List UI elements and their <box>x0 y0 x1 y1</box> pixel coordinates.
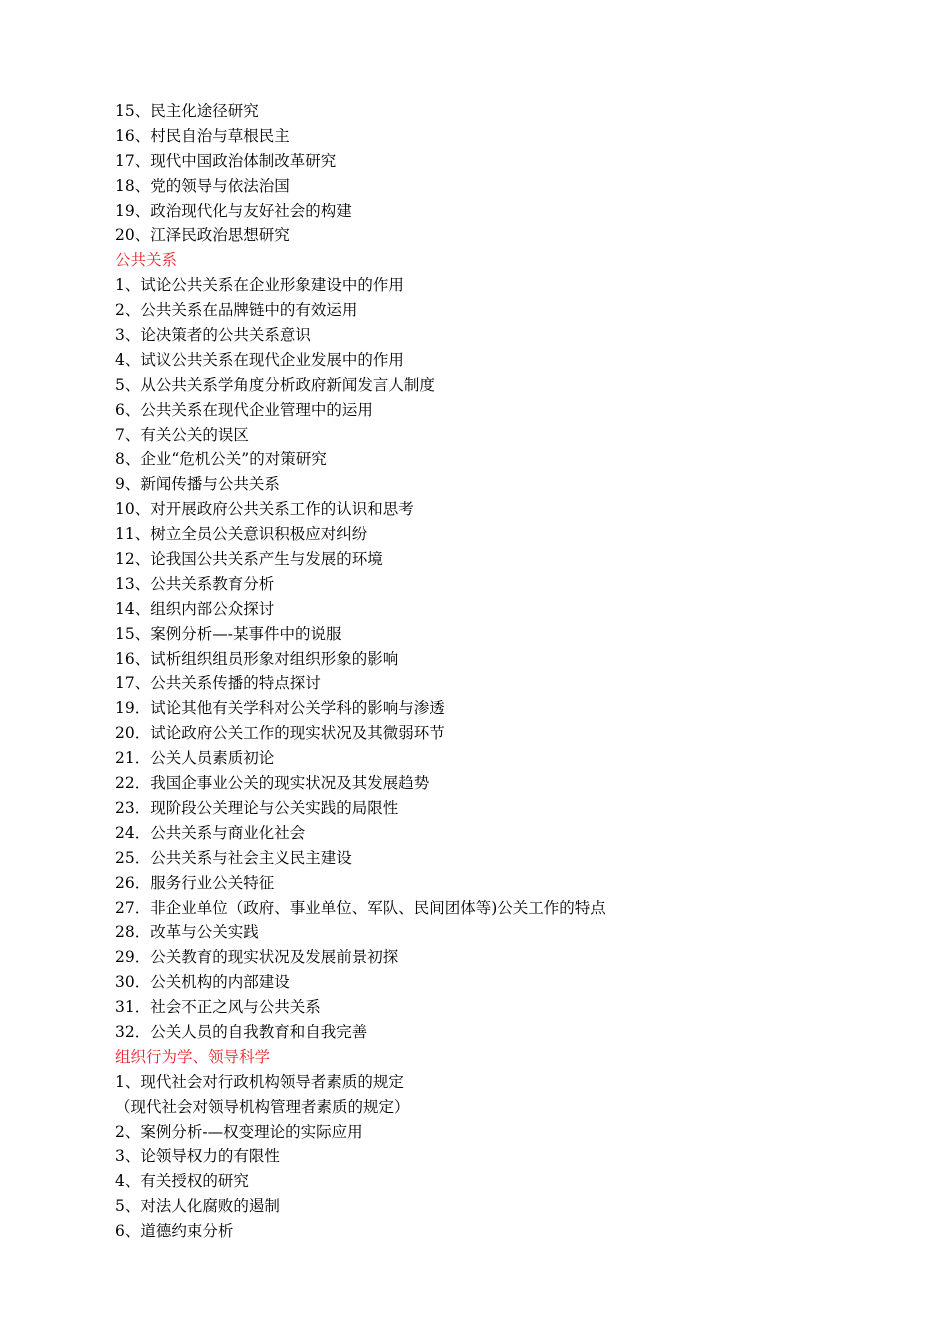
list-item: 9、新闻传播与公共关系 <box>115 475 280 494</box>
list-item: 10、对开展政府公共关系工作的认识和思考 <box>115 500 414 519</box>
section-organizational-behavior <box>115 1070 875 1244</box>
list-item: 7、有关公关的误区 <box>115 425 249 444</box>
list-item: 14、组织内部公众探讨 <box>115 599 275 618</box>
list-item: 6、道德约束分析 <box>115 1222 234 1241</box>
list-item: 16、试析组织组员形象对组织形象的影响 <box>115 649 399 668</box>
section-heading-organizational-behavior: 组织行为学、领导科学 <box>115 1047 271 1066</box>
list-item: 12、论我国公共关系产生与发展的环境 <box>115 550 383 569</box>
list-item: 21．公关人员素质初论 <box>115 749 275 768</box>
list-item: 32．公关人员的自我教育和自我完善 <box>115 1022 368 1041</box>
list-item: 8、企业“危机公关”的对策研究 <box>115 450 327 469</box>
section-heading-public-relations: 公共关系 <box>115 251 178 270</box>
section-political-science <box>115 99 875 248</box>
list-item: 20．试论政府公关工作的现实状况及其微弱环节 <box>115 724 445 743</box>
list-item: 23．现阶段公关理论与公关实践的局限性 <box>115 798 399 817</box>
list-item: 5、对法人化腐败的遏制 <box>115 1197 280 1216</box>
document-body <box>115 99 875 1244</box>
list-item: 3、论领导权力的有限性 <box>115 1147 280 1166</box>
list-item: 31．社会不正之风与公共关系 <box>115 998 321 1017</box>
list-item: 2、案例分析-—权变理论的实际应用 <box>115 1122 363 1141</box>
list-item: 16、村民自治与草根民主 <box>115 126 290 145</box>
list-item: 6、公共关系在现代企业管理中的运用 <box>115 400 373 419</box>
list-item: 3、论决策者的公共关系意识 <box>115 326 311 345</box>
list-item: 26．服务行业公关特征 <box>115 873 275 892</box>
list-item: 11、树立全员公关意识积极应对纠纷 <box>115 525 368 544</box>
list-item: 27．非企业单位（政府、事业单位、军队、民间团体等)公关工作的特点 <box>115 898 606 917</box>
list-item: 19、政治现代化与友好社会的构建 <box>115 201 352 220</box>
list-item: 15、案例分析—-某事件中的说服 <box>115 624 342 643</box>
list-item: 17、现代中国政治体制改革研究 <box>115 151 337 170</box>
list-item: 29．公关教育的现实状况及发展前景初探 <box>115 948 399 967</box>
list-item: 20、江泽民政治思想研究 <box>115 226 290 245</box>
list-item: 4、试议公共关系在现代企业发展中的作用 <box>115 350 404 369</box>
list-item: （现代社会对领导机构管理者素质的规定） <box>115 1097 410 1116</box>
list-item: 24．公共关系与商业化社会 <box>115 823 306 842</box>
list-item: 13、公共关系教育分析 <box>115 574 275 593</box>
list-item: 1、现代社会对行政机构领导者素质的规定 <box>115 1072 404 1091</box>
list-item: 4、有关授权的研究 <box>115 1172 249 1191</box>
list-item: 30．公关机构的内部建设 <box>115 973 290 992</box>
list-item: 2、公共关系在品牌链中的有效运用 <box>115 301 358 320</box>
list-item: 28．改革与公关实践 <box>115 923 259 942</box>
list-item: 15、民主化途径研究 <box>115 102 259 120</box>
list-item: 5、从公共关系学角度分析政府新闻发言人制度 <box>115 375 435 394</box>
list-item: 22．我国企事业公关的现实状况及其发展趋势 <box>115 774 430 793</box>
list-item: 19．试论其他有关学科对公关学科的影响与渗透 <box>115 699 445 718</box>
list-item: 17、公共关系传播的特点探讨 <box>115 674 321 693</box>
section-public-relations <box>115 273 875 1045</box>
list-item: 1、试论公共关系在企业形象建设中的作用 <box>115 276 404 295</box>
list-item: 25．公共关系与社会主义民主建设 <box>115 848 352 867</box>
list-item: 18、党的领导与依法治国 <box>115 176 290 195</box>
